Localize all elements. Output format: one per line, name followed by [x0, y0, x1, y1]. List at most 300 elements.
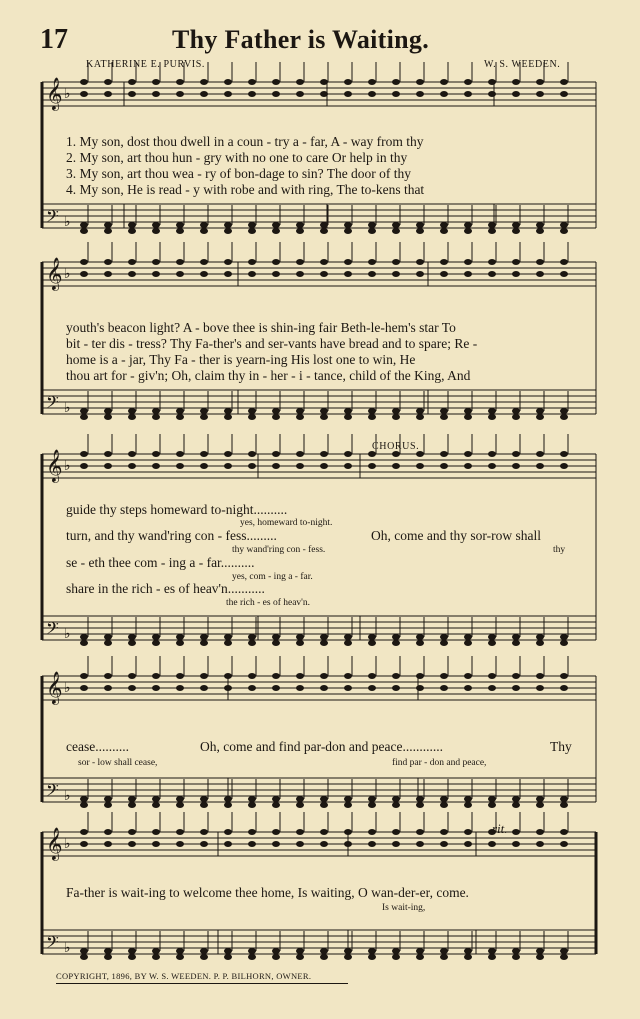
notehead — [152, 841, 160, 847]
notehead — [464, 222, 472, 228]
notehead — [272, 91, 280, 97]
notehead — [224, 79, 232, 85]
notehead — [296, 841, 304, 847]
notehead — [104, 414, 112, 420]
notehead — [392, 673, 400, 679]
notehead — [440, 259, 448, 265]
notehead — [344, 829, 352, 835]
notehead — [296, 79, 304, 85]
notehead — [536, 228, 544, 234]
notehead — [560, 408, 568, 414]
notehead — [416, 79, 424, 85]
notehead — [176, 259, 184, 265]
notehead — [488, 948, 496, 954]
notehead — [152, 640, 160, 646]
notehead — [560, 796, 568, 802]
notehead — [320, 634, 328, 640]
notehead — [440, 673, 448, 679]
notehead — [368, 259, 376, 265]
verse-3-line-1: 3. My son, art thou wea - ry of bon-dage to sin? The door of thy — [66, 166, 412, 181]
notehead — [224, 222, 232, 228]
notehead — [368, 829, 376, 835]
notehead — [200, 463, 208, 469]
notehead — [128, 91, 136, 97]
notehead — [80, 79, 88, 85]
notehead — [464, 948, 472, 954]
chorus-line-3: Fa-ther is wait-ing to welcome thee home, Is waiting, O wan-der-er, come. — [66, 885, 469, 900]
notehead — [200, 948, 208, 954]
notehead — [248, 640, 256, 646]
notehead — [464, 91, 472, 97]
notehead — [488, 673, 496, 679]
notehead — [464, 673, 472, 679]
notehead — [512, 228, 520, 234]
notehead — [368, 634, 376, 640]
notehead — [224, 451, 232, 457]
key-flat-icon: ♭ — [64, 788, 71, 804]
notehead — [80, 796, 88, 802]
notehead — [368, 414, 376, 420]
notehead — [440, 948, 448, 954]
notehead — [296, 796, 304, 802]
notehead — [104, 91, 112, 97]
notehead — [536, 954, 544, 960]
notehead — [320, 673, 328, 679]
notehead — [128, 841, 136, 847]
verse-1-line-1: 1. My son, dost thou dwell in a coun - try a - far, A - way from thy — [66, 134, 424, 149]
system4-thy: Thy — [550, 739, 572, 754]
notehead — [512, 796, 520, 802]
notehead — [104, 640, 112, 646]
notehead — [440, 954, 448, 960]
notehead — [104, 271, 112, 277]
notehead — [104, 954, 112, 960]
notehead — [440, 414, 448, 420]
notehead — [536, 408, 544, 414]
notehead — [128, 954, 136, 960]
notehead — [320, 79, 328, 85]
notehead — [272, 271, 280, 277]
system3-line-1: guide thy steps homeward to-night.......... — [66, 502, 288, 517]
bass-clef-icon: 𝄢 — [46, 780, 59, 804]
notehead — [368, 408, 376, 414]
notehead — [272, 796, 280, 802]
notehead — [296, 802, 304, 808]
notehead — [344, 948, 352, 954]
treble-clef-icon: 𝄞 — [46, 671, 63, 704]
notehead — [488, 271, 496, 277]
notehead — [104, 259, 112, 265]
notehead — [416, 802, 424, 808]
notehead — [176, 841, 184, 847]
composer-credit: W. S. WEEDEN. — [484, 59, 561, 70]
notehead — [272, 79, 280, 85]
notehead — [392, 271, 400, 277]
notehead — [416, 954, 424, 960]
notehead — [128, 271, 136, 277]
notehead — [344, 685, 352, 691]
notehead — [224, 829, 232, 835]
notehead — [440, 463, 448, 469]
notehead — [488, 79, 496, 85]
notehead — [128, 79, 136, 85]
notehead — [320, 954, 328, 960]
notehead — [560, 948, 568, 954]
notehead — [296, 673, 304, 679]
notehead — [224, 408, 232, 414]
notehead — [128, 222, 136, 228]
treble-clef-icon: 𝄞 — [46, 449, 63, 482]
notehead — [488, 685, 496, 691]
notehead — [560, 222, 568, 228]
notehead — [152, 222, 160, 228]
notehead — [512, 414, 520, 420]
notehead — [320, 271, 328, 277]
key-flat-icon: ♭ — [64, 680, 71, 696]
notehead — [248, 685, 256, 691]
notehead — [392, 948, 400, 954]
notehead — [248, 79, 256, 85]
notehead — [200, 673, 208, 679]
notehead — [488, 91, 496, 97]
notehead — [224, 463, 232, 469]
notehead — [80, 948, 88, 954]
notehead — [272, 451, 280, 457]
notehead — [80, 841, 88, 847]
notehead — [416, 91, 424, 97]
system4-cease: cease.......... — [66, 739, 129, 754]
notehead — [488, 408, 496, 414]
notehead — [560, 463, 568, 469]
notehead — [320, 796, 328, 802]
notehead — [464, 228, 472, 234]
notehead — [536, 685, 544, 691]
notehead — [560, 228, 568, 234]
notehead — [560, 259, 568, 265]
notehead — [176, 948, 184, 954]
system3-echo-4: the rich - es of heav'n. — [226, 598, 311, 608]
notehead — [104, 796, 112, 802]
key-flat-icon: ♭ — [64, 86, 71, 102]
notehead — [200, 685, 208, 691]
hymn-number: 17 — [40, 24, 68, 55]
notehead — [512, 954, 520, 960]
notehead — [368, 228, 376, 234]
notehead — [152, 802, 160, 808]
notehead — [512, 802, 520, 808]
notehead — [368, 463, 376, 469]
notehead — [536, 259, 544, 265]
notehead — [200, 79, 208, 85]
notehead — [536, 673, 544, 679]
copyright-notice: COPYRIGHT, 1896, BY W. S. WEEDEN. P. P. BILHORN, OWNER. — [56, 971, 312, 981]
bass-clef-icon: 𝄢 — [46, 392, 59, 416]
notehead — [392, 91, 400, 97]
notehead — [224, 796, 232, 802]
notehead — [128, 451, 136, 457]
notehead — [80, 408, 88, 414]
notehead — [416, 259, 424, 265]
verse-3-line-2: home is a - jar, Thy Fa - ther is yearn-ing His lost one to win, He — [66, 352, 416, 367]
notehead — [320, 451, 328, 457]
notehead — [80, 634, 88, 640]
notehead — [560, 673, 568, 679]
notehead — [200, 91, 208, 97]
notehead — [464, 640, 472, 646]
notehead — [416, 634, 424, 640]
notehead — [176, 673, 184, 679]
notehead — [392, 414, 400, 420]
notehead — [416, 222, 424, 228]
notehead — [344, 91, 352, 97]
notehead — [416, 948, 424, 954]
notehead — [320, 841, 328, 847]
notehead — [296, 451, 304, 457]
notehead — [464, 414, 472, 420]
notehead — [392, 222, 400, 228]
notehead — [512, 685, 520, 691]
notehead — [272, 414, 280, 420]
notehead — [224, 91, 232, 97]
notehead — [248, 259, 256, 265]
notehead — [248, 954, 256, 960]
notehead — [536, 802, 544, 808]
notehead — [248, 271, 256, 277]
notehead — [440, 408, 448, 414]
notehead — [80, 463, 88, 469]
key-flat-icon: ♭ — [64, 626, 71, 642]
notehead — [392, 259, 400, 265]
notehead — [152, 91, 160, 97]
notehead — [344, 802, 352, 808]
notehead — [536, 796, 544, 802]
system3-echo-3: yes, com - ing a - far. — [232, 572, 313, 582]
notehead — [512, 451, 520, 457]
notehead — [104, 451, 112, 457]
notehead — [512, 948, 520, 954]
key-flat-icon: ♭ — [64, 400, 71, 416]
notehead — [536, 271, 544, 277]
notehead — [560, 954, 568, 960]
notehead — [488, 259, 496, 265]
notehead — [272, 634, 280, 640]
notehead — [272, 948, 280, 954]
notehead — [320, 829, 328, 835]
hymn-title: Thy Father is Waiting. — [172, 25, 430, 54]
notehead — [272, 222, 280, 228]
notehead — [536, 841, 544, 847]
notehead — [536, 640, 544, 646]
notehead — [80, 228, 88, 234]
bass-clef-icon: 𝄢 — [46, 932, 59, 956]
notehead — [224, 954, 232, 960]
notehead — [272, 802, 280, 808]
notehead — [296, 829, 304, 835]
treble-clef-icon: 𝄞 — [46, 827, 63, 860]
notehead — [392, 802, 400, 808]
notehead — [80, 271, 88, 277]
notehead — [344, 463, 352, 469]
notehead — [440, 271, 448, 277]
chorus-line-2: Oh, come and find par-don and peace............ — [200, 739, 444, 754]
notehead — [440, 222, 448, 228]
notehead — [272, 463, 280, 469]
system5-echo: Is wait-ing, — [382, 903, 426, 913]
notehead — [152, 408, 160, 414]
notehead — [512, 640, 520, 646]
notehead — [152, 451, 160, 457]
notehead — [320, 414, 328, 420]
key-flat-icon: ♭ — [64, 266, 71, 282]
notehead — [128, 796, 136, 802]
notehead — [536, 829, 544, 835]
notehead — [320, 640, 328, 646]
notehead — [392, 408, 400, 414]
notehead — [176, 408, 184, 414]
notehead — [320, 91, 328, 97]
notehead — [200, 259, 208, 265]
notehead — [344, 259, 352, 265]
notehead — [464, 408, 472, 414]
notehead — [200, 634, 208, 640]
notehead — [80, 685, 88, 691]
notehead — [464, 634, 472, 640]
notehead — [200, 954, 208, 960]
notehead — [272, 829, 280, 835]
notehead — [296, 685, 304, 691]
notehead — [536, 634, 544, 640]
chorus-label: CHORUS. — [372, 441, 420, 452]
notehead — [488, 222, 496, 228]
notehead — [152, 634, 160, 640]
notehead — [440, 79, 448, 85]
notehead — [128, 640, 136, 646]
notehead — [416, 463, 424, 469]
notehead — [560, 414, 568, 420]
notehead — [176, 91, 184, 97]
notehead — [464, 271, 472, 277]
notehead — [104, 948, 112, 954]
notehead — [224, 841, 232, 847]
notehead — [392, 685, 400, 691]
notehead — [200, 796, 208, 802]
notehead — [296, 634, 304, 640]
notehead — [440, 829, 448, 835]
notehead — [296, 91, 304, 97]
notehead — [536, 451, 544, 457]
notehead — [104, 634, 112, 640]
notehead — [224, 414, 232, 420]
notehead — [512, 271, 520, 277]
notehead — [152, 796, 160, 802]
notehead — [488, 841, 496, 847]
notehead — [368, 79, 376, 85]
notehead — [392, 841, 400, 847]
bass-clef-icon: 𝄢 — [46, 206, 59, 230]
notehead — [128, 673, 136, 679]
notehead — [488, 796, 496, 802]
notehead — [296, 414, 304, 420]
notehead — [296, 259, 304, 265]
notehead — [560, 685, 568, 691]
notehead — [512, 463, 520, 469]
notehead — [320, 948, 328, 954]
notehead — [488, 634, 496, 640]
notehead — [416, 640, 424, 646]
verse-4-line-2: thou art for - giv'n; Oh, claim thy in - her - i - tance, child of the King, And — [66, 368, 471, 383]
notehead — [416, 685, 424, 691]
notehead — [368, 222, 376, 228]
notehead — [104, 408, 112, 414]
notehead — [296, 640, 304, 646]
notehead — [416, 841, 424, 847]
notehead — [272, 685, 280, 691]
notehead — [440, 228, 448, 234]
notehead — [560, 634, 568, 640]
notehead — [512, 408, 520, 414]
notehead — [464, 954, 472, 960]
notehead — [512, 841, 520, 847]
treble-clef-icon: 𝄞 — [46, 257, 63, 290]
notehead — [104, 79, 112, 85]
notehead — [128, 463, 136, 469]
notehead — [176, 634, 184, 640]
notehead — [440, 841, 448, 847]
notehead — [200, 802, 208, 808]
notehead — [368, 91, 376, 97]
notehead — [440, 796, 448, 802]
notehead — [344, 79, 352, 85]
notehead — [416, 829, 424, 835]
notehead — [392, 79, 400, 85]
system3-echo-2-right: thy — [553, 545, 566, 555]
notehead — [272, 640, 280, 646]
notehead — [488, 954, 496, 960]
notehead — [416, 673, 424, 679]
notehead — [104, 222, 112, 228]
notehead — [200, 640, 208, 646]
notehead — [368, 796, 376, 802]
notehead — [344, 228, 352, 234]
notehead — [560, 271, 568, 277]
notehead — [344, 408, 352, 414]
notehead — [488, 451, 496, 457]
ritardando-mark: rit. — [492, 821, 508, 836]
notehead — [416, 414, 424, 420]
notehead — [464, 685, 472, 691]
notehead — [248, 414, 256, 420]
notehead — [200, 271, 208, 277]
notehead — [560, 841, 568, 847]
notehead — [80, 451, 88, 457]
notehead — [560, 451, 568, 457]
notehead — [224, 640, 232, 646]
notehead — [320, 222, 328, 228]
notehead — [536, 79, 544, 85]
notehead — [248, 634, 256, 640]
notehead — [176, 463, 184, 469]
notehead — [320, 802, 328, 808]
notehead — [104, 673, 112, 679]
notehead — [104, 463, 112, 469]
notehead — [152, 259, 160, 265]
notehead — [488, 463, 496, 469]
notehead — [344, 640, 352, 646]
notehead — [224, 948, 232, 954]
chorus-line-1: Oh, come and thy sor-row shall — [371, 528, 541, 543]
notehead — [416, 228, 424, 234]
notehead — [152, 948, 160, 954]
